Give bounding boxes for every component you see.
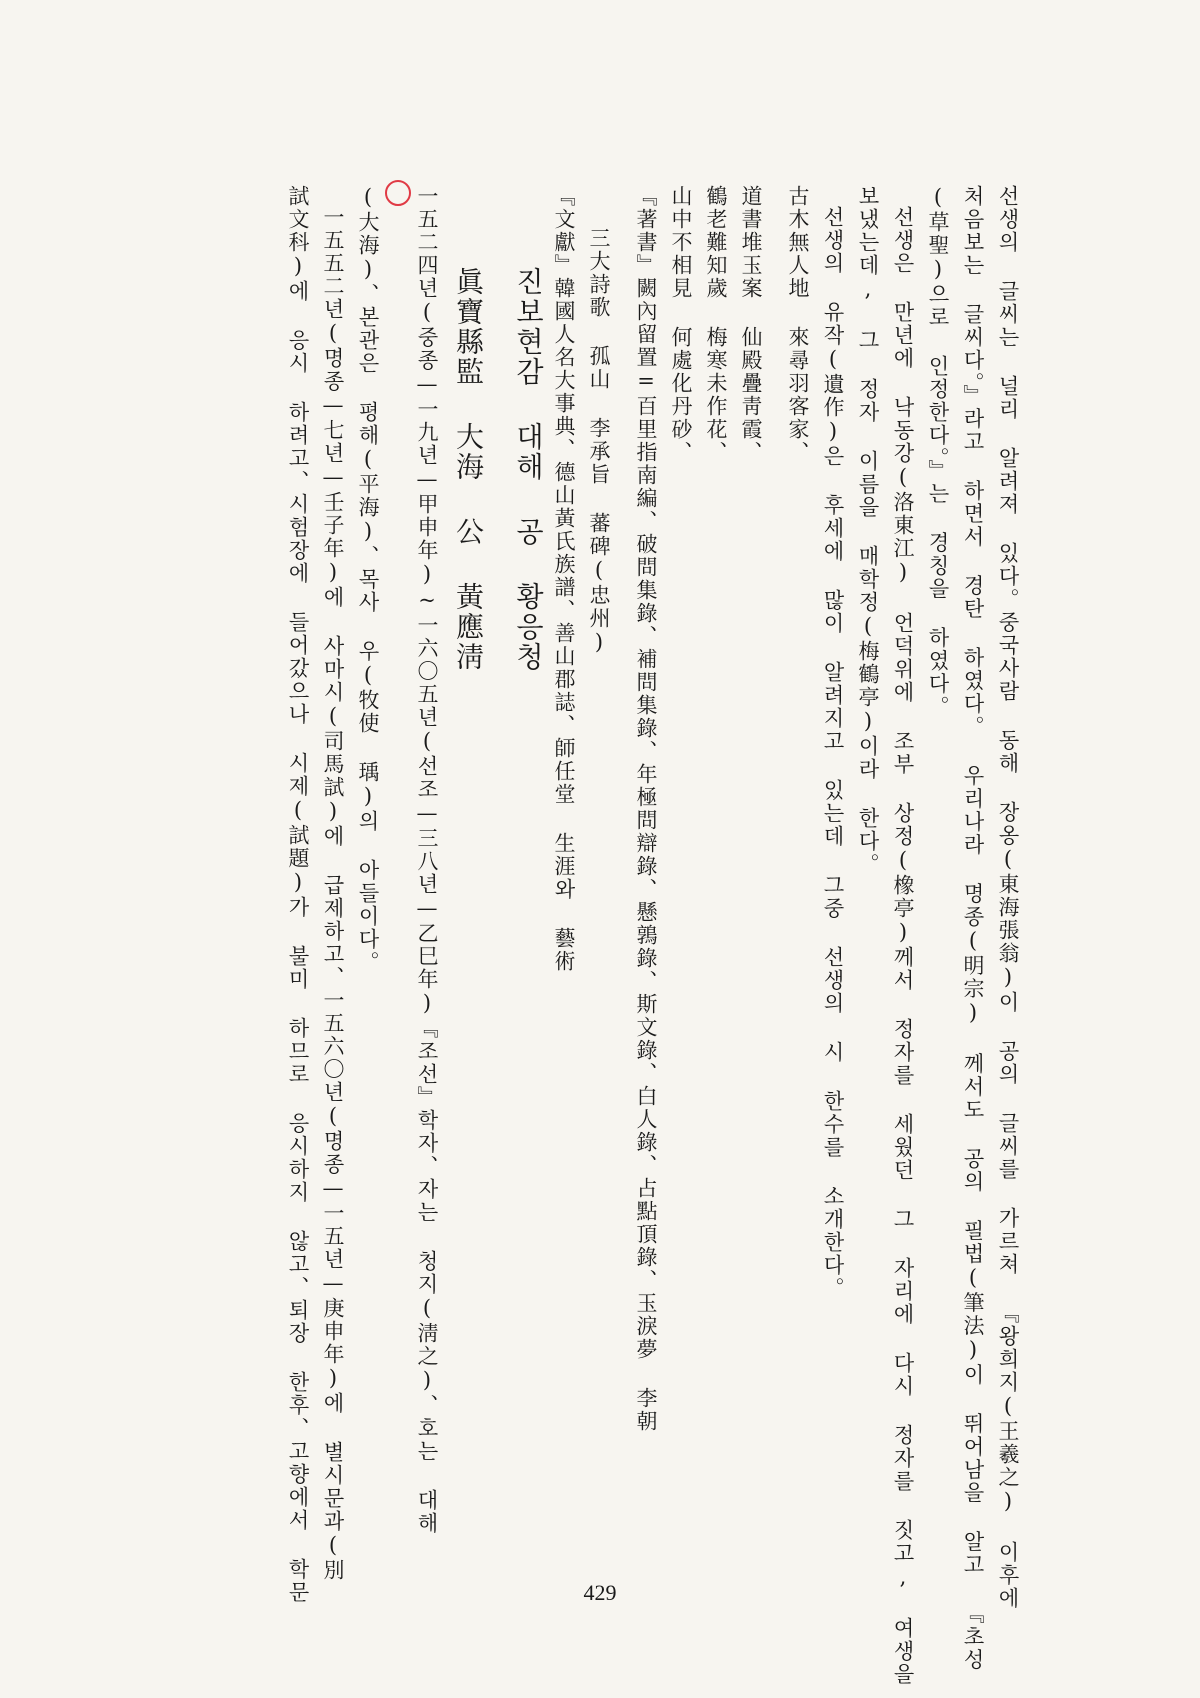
text-column: (草聖)으로 인정한다。』는 경칭을 하였다。 (926, 185, 950, 719)
bio-column: 一五五二년(명종—七년—壬子年)에 사마시(司馬試)에 급제하고、一五六〇년(명종—一五년—庚申年)에 별시문과(別 (321, 206, 345, 1582)
text-column: 선생의 글씨는 널리 알려져 있다。중국사람 동해 장옹(東海張翁)이 공의 글씨를 가르쳐 『왕희지(王羲之) 이후에 (996, 185, 1020, 1610)
section-heading-korean: 진보현감 대해 공 황응청 (512, 267, 545, 672)
text-column: 처음보는 글씨다。』라고 하면서 경탄 하였다。 우리나라 명종(明宗) 께서도 공의 필법(筆法)이 뛰어남을 알고 『초성 (961, 185, 985, 1672)
bio-column: 一五二四년(중종—一九년—甲申年)~一六〇五년(선조—三八년—乙巳年)『조선』학자、자는 청지(淸之)、호는 대해 (415, 185, 439, 1535)
bio-column: (大海)、본관은 평해(平海)、목사 우(牧使 瑀)의 아들이다。 (356, 185, 380, 974)
red-circle-mark (385, 180, 411, 206)
poem-line: 古木無人地 來尋羽客家、 (786, 185, 810, 464)
poem-line: 道書堆玉案 仙殿疊靑霞、 (739, 185, 763, 464)
poem-line: 山中不相見 何處化丹砂、 (669, 185, 693, 464)
section-heading-hanja: 眞寶縣監 大海 公 黃應淸 (452, 267, 485, 672)
text-column: 보냈는데, 그 정자 이름을 매학정(梅鶴亭)이라 한다。 (856, 185, 880, 876)
poem-line: 鶴老難知歲 梅寒未作花、 (704, 185, 728, 464)
books-column-cont: 三大詩歌 孤山 李承旨 蕃碑(忠州) (587, 227, 611, 656)
books-column: 『著書』闕內留置=百里指南編、破問集錄、補問集錄、年極問辯錄、懸鶉錄、斯文錄、白人錄、占點頂錄、玉淚夢 李朝 (634, 185, 658, 1433)
bio-column: 試文科)에 응시 하려고、시험장에 들어갔으나 시제(試題)가 불미 하므로 응시하지 않고、퇴장 한후、고향에서 학문 (286, 185, 310, 1604)
references-column: 『文獻』韓國人名大事典、德山黃氏族譜、善山郡誌、師任堂 生涯와 藝術 (552, 185, 576, 973)
text-column: 선생은 만년에 낙동강(洛東江) 언덕위에 조부 상정(橡亭)께서 정자를 세웠던 그 자리에 다시 정자를 짓고, 여생을 (891, 206, 915, 1686)
text-column: 선생의 유작(遺作)은 후세에 많이 알려지고 있는데 그중 선생의 시 한수를 소개한다。 (821, 206, 845, 1300)
page-number: 429 (583, 1580, 617, 1605)
